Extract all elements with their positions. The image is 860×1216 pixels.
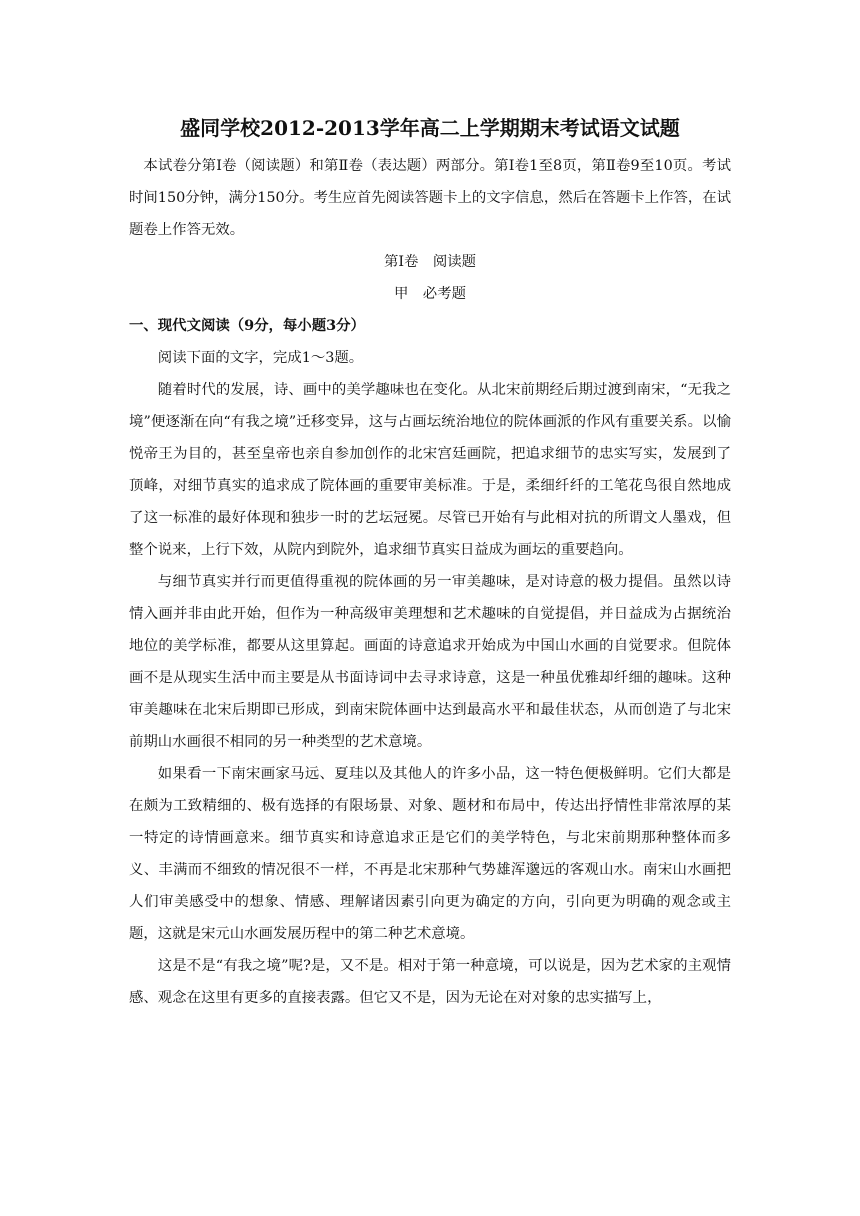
- body-paragraph-2: 与细节真实并行而更值得重视的院体画的另一审美趣味，是对诗意的极力提倡。虽然以诗情入画并非由此开始，但作为一种高级审美理想和艺术趣味的自觉提倡，并日益成为占据统治地位的美学标准，都要从这里算起。画面的诗意追求开始成为中国山水画的自觉要求。但院体画不是从现实生活中而主要是从书面诗词中去寻求诗意，这是一种虽优雅却纤细的趣味。这种审美趣味在北宋后期即已形成，到南宋院体画中达到最高水平和最佳状态，从而创造了与北宋前期山水画很不相同的另一种类型的艺术意境。: [129, 574, 731, 750]
- body-paragraph-1: 随着时代的发展，诗、画中的美学趣味也在变化。从北宋前期经后期过渡到南宋，“无我之境”便逐渐在向“有我之境”迁移变异，这与占画坛统治地位的院体画派的作风有重要关系。以愉悦帝王为目的，甚至皇帝也亲自参加创作的北宋宫廷画院，把追求细节的忠实写实，发展到了顶峰，对细节真实的追求成了院体画的重要审美标准。于是，柔细纤纤的工笔花鸟很自然地成了这一标准的最好体现和独步一时的艺坛冠冕。尽管已开始有与此相对抗的所谓文人墨戏，但整个说来，上行下效，从院内到院外，追求细节真实日益成为画坛的重要趋向。: [129, 382, 731, 558]
- section-heading: 一、现代文阅读（9分，每小题3分）: [129, 317, 365, 334]
- exam-instructions: 本试卷分第Ⅰ卷（阅读题）和第Ⅱ卷（表达题）两部分。第Ⅰ卷1至8页，第Ⅱ卷9至10页。考试时间150分钟，满分150分。考生应首先阅读答题卡上的文字信息，然后在答题卡上作答，在试题卷上作答无效。: [129, 158, 731, 238]
- volume-heading: 第Ⅰ卷 阅读题: [383, 254, 477, 270]
- reading-instruction: 阅读下面的文字，完成1～3题。: [157, 350, 364, 366]
- document-title: 盛同学校2012-2013学年高二上学期期末考试语文试题: [180, 116, 680, 140]
- body-paragraph-4: 这是不是“有我之境”呢?是，又不是。相对于第一种意境，可以说是，因为艺术家的主观情感、观念在这里有更多的直接表露。但它又不是，因为无论在对对象的忠实描写上，: [129, 958, 731, 1006]
- body-paragraph-3: 如果看一下南宋画家马远、夏珪以及其他人的许多小品，这一特色便极鲜明。它们大都是在颇为工致精细的、极有选择的有限场景、对象、题材和布局中，传达出抒情性非常浓厚的某一特定的诗情画意来。细节真实和诗意追求正是它们的美学特色，与北宋前期那种整体而多义、丰满而不细致的情况很不一样，不再是北宋那种气势雄浑邈远的客观山水。南宋山水画把人们审美感受中的想象、情感、理解诸因素引向更为确定的方向，引向更为明确的观念或主题，这就是宋元山水画发展历程中的第二种艺术意境。: [129, 766, 731, 942]
- exam-page: [129, 112, 731, 1014]
- part-heading: 甲 必考题: [394, 286, 466, 302]
